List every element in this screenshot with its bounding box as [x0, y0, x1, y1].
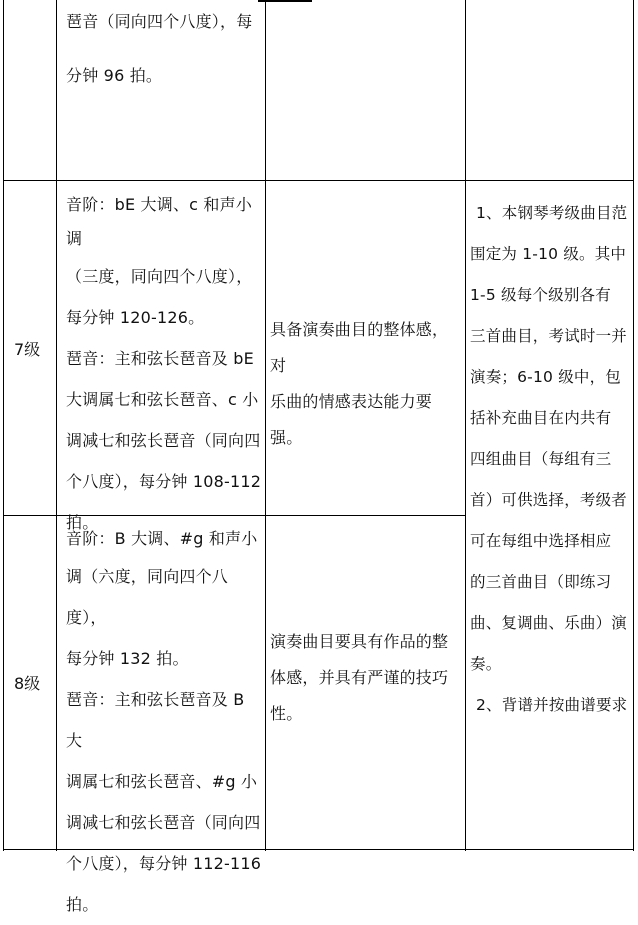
exam-notes [470, 193, 632, 726]
text-line: 琶音：主和弦长琶音及 bE [66, 349, 254, 368]
text-line: 琶音（同向四个八度），每 [66, 12, 253, 31]
text-line: 的三首曲目（即练习 [470, 573, 612, 591]
text-line: 三首曲目，考试时一并 [470, 327, 628, 345]
row-divider-1 [3, 180, 634, 181]
level-8-technical-requirements [66, 522, 262, 925]
text-line: 四组曲目（每组有三 [470, 450, 612, 468]
text-line: 括补充曲目在内共有 [470, 409, 612, 427]
text-line: 乐曲的情感表达能力要强。 [270, 392, 433, 447]
text-line: 演奏曲目要具有作品的整 [270, 632, 449, 651]
table-border-left [3, 0, 4, 851]
text-line: 1-5 级每个级别各有 [470, 286, 611, 304]
text-line: 音阶：B 大调、#g 和声小 [66, 529, 258, 548]
text-line: 曲、复调曲、乐曲）演 [470, 614, 628, 632]
text-line: 每分钟 132 拍。 [66, 649, 189, 668]
text-line: 可在每组中选择相应 [470, 532, 612, 550]
text-line: 2、背谱并按曲谱要求 [476, 696, 628, 714]
text-line: 个八度），每分钟 108-112 [66, 472, 262, 491]
text-line: 拍。 [66, 513, 99, 532]
top-stub-line [258, 0, 312, 2]
text-line: 围定为 1-10 级。其中 [470, 245, 627, 263]
text-line: 1、本钢琴考级曲目范 [476, 204, 628, 222]
text-line: 个八度），每分钟 112-116 [66, 854, 262, 873]
text-line: 音阶：bE 大调、c 和声小调 [66, 195, 253, 248]
text-line: 琶音：主和弦长琶音及 B 大 [66, 690, 245, 750]
text-line: 首）可供选择，考级者 [470, 491, 628, 509]
text-line: 大调属七和弦长琶音、c 小 [66, 390, 259, 409]
text-line: 分钟 96 拍。 [66, 66, 163, 85]
text-line: 调（六度，同向四个八度）， [66, 567, 229, 627]
text-line: 每分钟 120-126。 [66, 308, 205, 327]
column-divider-2 [265, 0, 266, 851]
text-line: 调减七和弦长琶音（同向四 [66, 431, 261, 450]
level-label-7: 7级 [14, 340, 41, 359]
column-divider-1 [56, 0, 57, 851]
top-row-requirement [66, 4, 262, 94]
text-line: 调减七和弦长琶音（同向四 [66, 813, 261, 832]
level-label-8: 8级 [14, 674, 41, 693]
level-8-expression-requirements [270, 624, 464, 732]
table-border-right [633, 0, 634, 851]
text-line: 调属七和弦长琶音、#g 小 [66, 772, 258, 791]
text-line: 性。 [270, 704, 303, 723]
text-line: 具备演奏曲目的整体感，对 [270, 320, 449, 375]
text-line: 拍。 [66, 895, 99, 914]
text-line: 体感，并具有严谨的技巧 [270, 668, 449, 687]
level-7-expression-requirements [270, 312, 464, 456]
text-line: （三度，同向四个八度）， [66, 267, 253, 286]
text-line: 奏。 [470, 655, 502, 673]
column-divider-3 [465, 0, 466, 851]
level-7-technical-requirements [66, 188, 262, 543]
text-line: 演奏；6-10 级中，包 [470, 368, 622, 386]
